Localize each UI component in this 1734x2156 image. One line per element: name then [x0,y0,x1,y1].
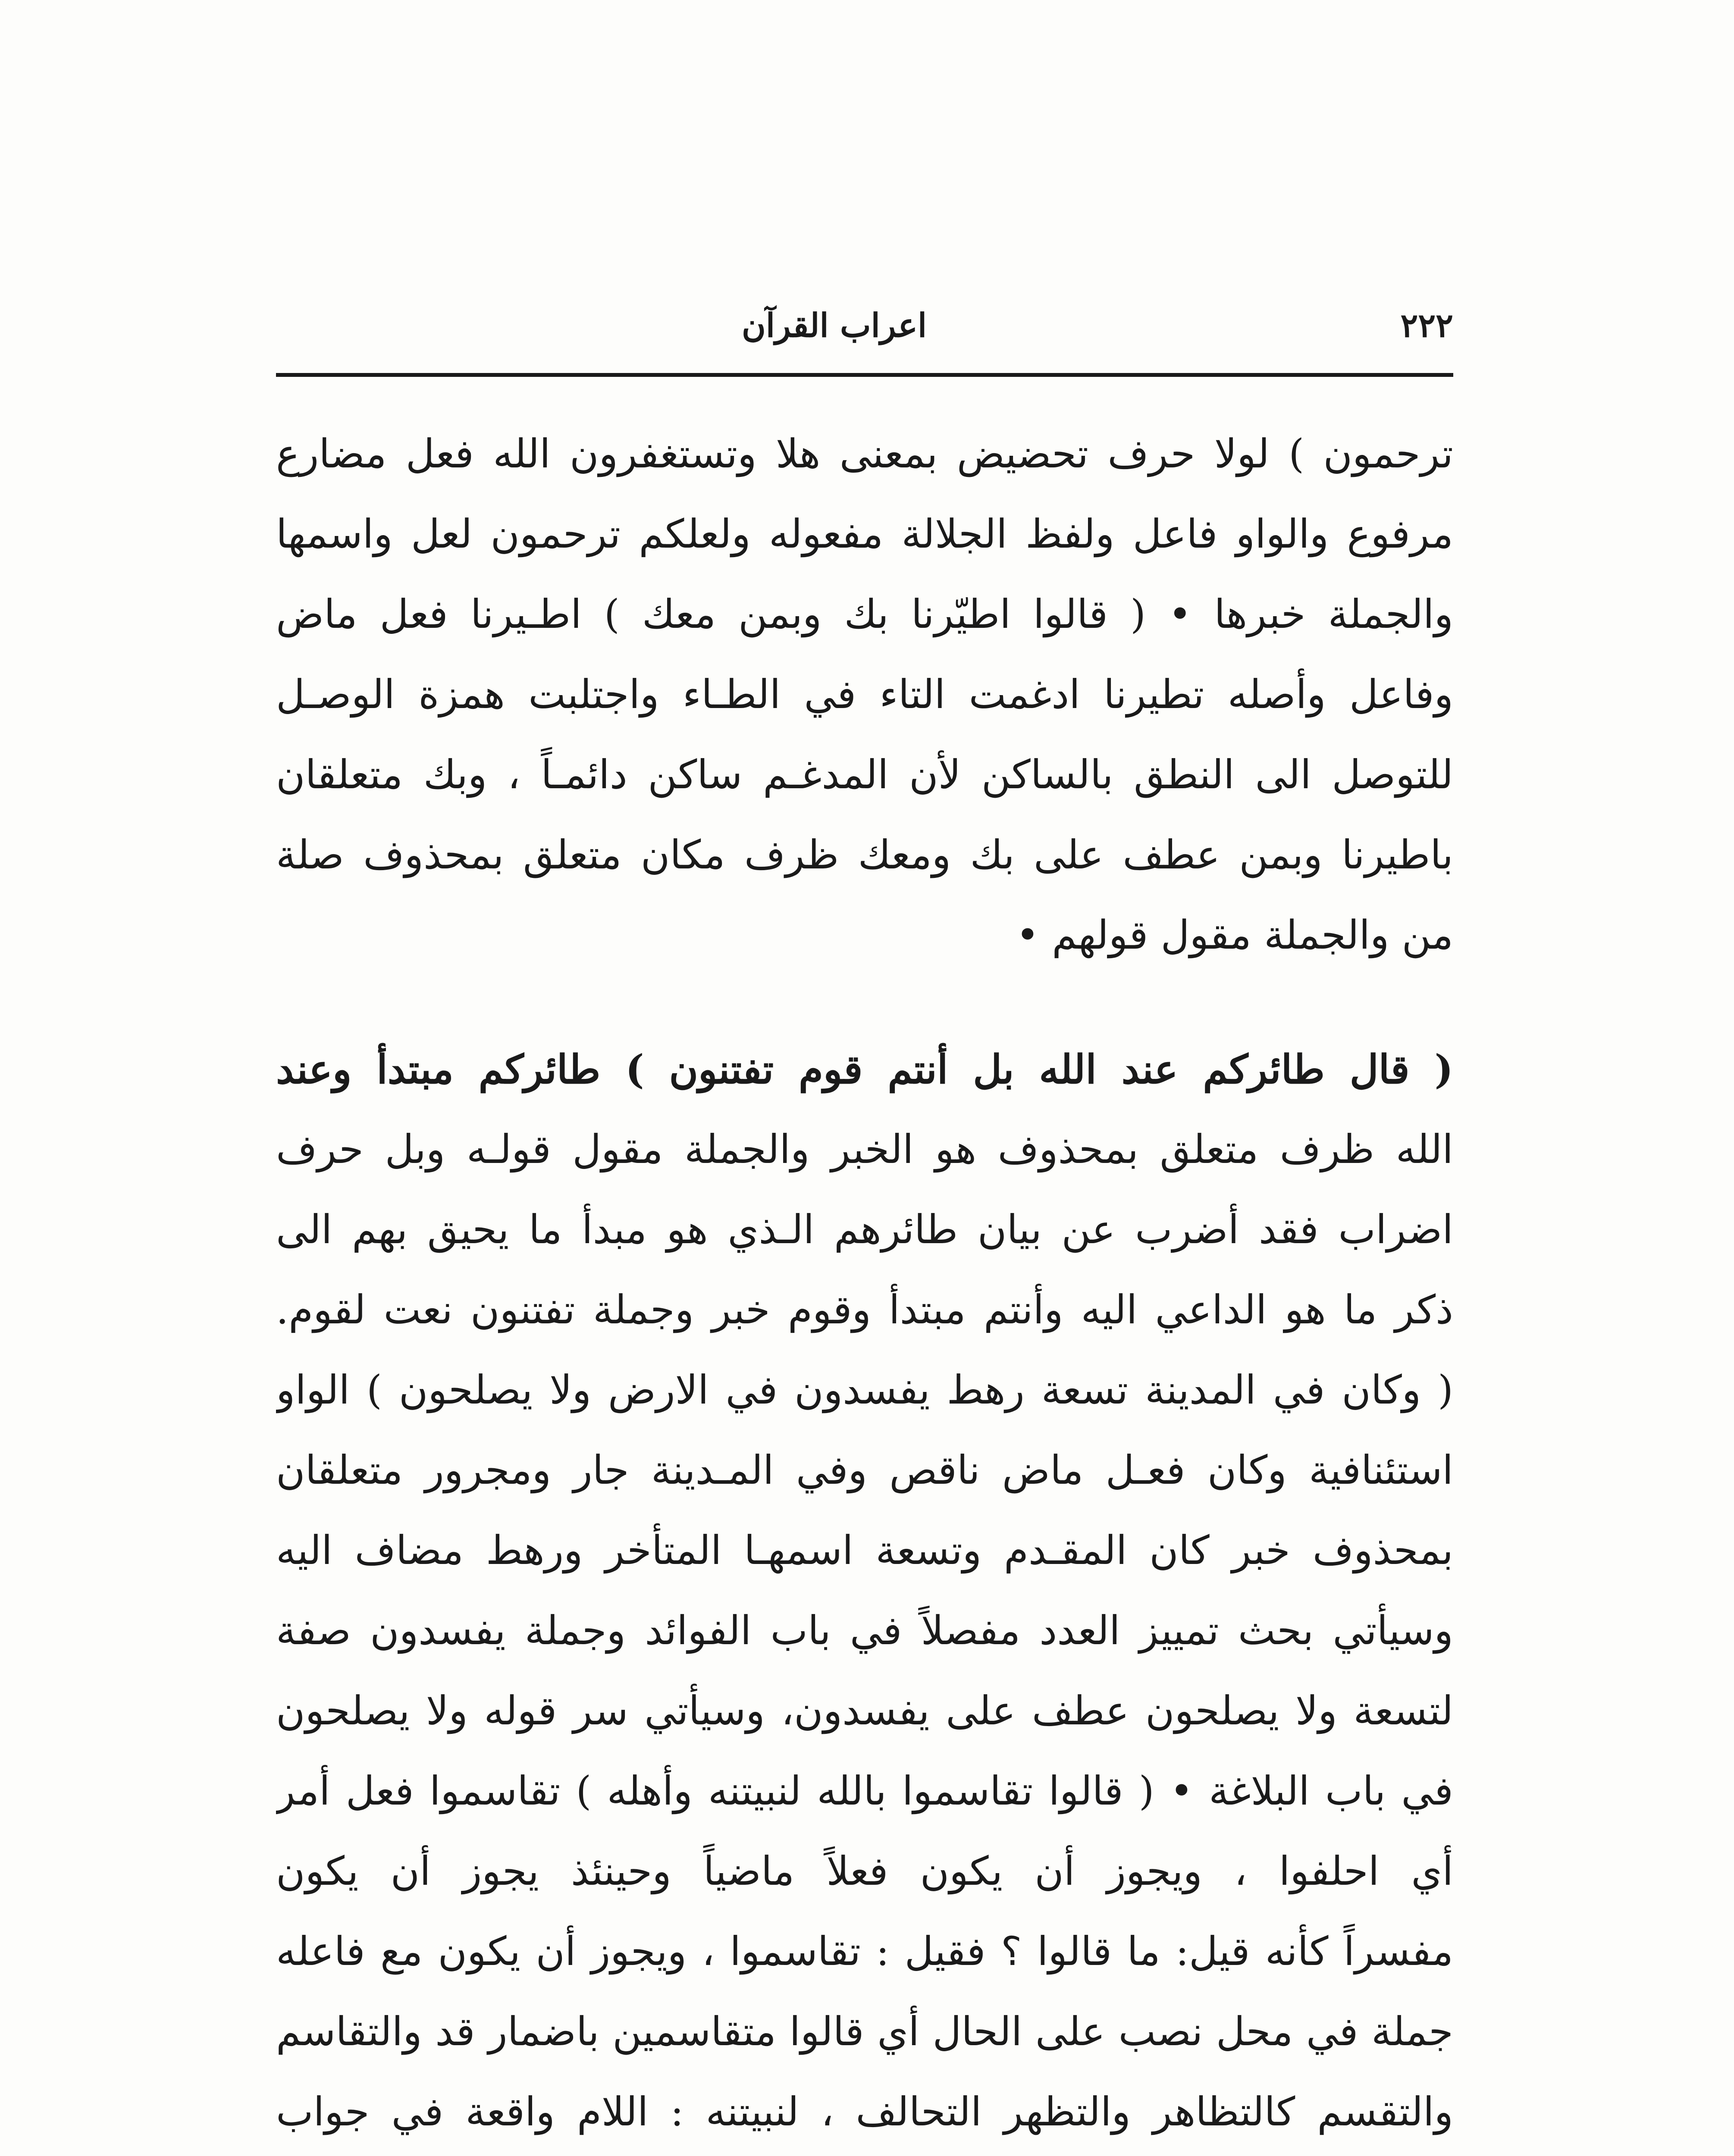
text-line [276,2152,1453,2156]
text-line: في باب البلاغة • ( قالوا تقاسموا بالله لنبيتنه وأهله ) تقاسموا فعل أمر [276,1768,1453,1814]
text-line: اضراب فقد أضرب عن بيان طائرهم الـذي هو مبدأ ما يحيق بهم الى [276,1206,1453,1253]
text-line: وفاعل وأصله تطيرنا ادغمت التاء في الطـاء واجتلبت همزة الوصـل [276,671,1453,718]
text-line: ( وكان في المدينة تسعة رهط يفسدون في الارض ولا يصلحون ) الواو [276,1367,1453,1413]
running-title: اعراب القرآن [742,306,927,345]
header-divider [276,373,1453,377]
text-line: مفسراً كأنه قيل: ما قالوا ؟ فقيل : تقاسموا ، ويجوز أن يكون مع فاعله [276,1928,1453,1974]
text-line: استئنافية وكان فعـل ماض ناقص وفي المـدينة جار ومجرور متعلقان [276,1447,1453,1493]
text-line: ترحمون ) لولا حرف تحضيض بمعنى هلا وتستغفرون الله فعل مضارع [276,431,1453,477]
text-line: مرفوع والواو فاعل ولفظ الجلالة مفعوله ولعلكم ترحمون لعل واسمها [276,511,1453,557]
text-line: جملة في محل نصب على الحال أي قالوا متقاسمين باضمار قد والتقاسم [276,2009,1453,2055]
text-line: وسيأتي بحث تمييز العدد مفصلاً في باب الفوائد وجملة يفسدون صفة [276,1608,1453,1654]
text-line: بمحذوف خبر كان المقـدم وتسعة اسمهـا المتأخر ورهط مضاف اليه [276,1527,1453,1573]
text-line: ( قال طائركم عند الله بل أنتم قوم تفتنون ) طائركم مبتدأ وعند [276,1046,1453,1093]
page-number: ٢٢٢ [1400,306,1453,345]
paragraph-2 [276,1029,1453,2156]
text-line: لتسعة ولا يصلحون عطف على يفسدون، وسيأتي سر قوله ولا يصلحون [276,1688,1453,1734]
text-line: من والجملة مقول قولهم • [1016,912,1453,958]
text-line: والتقسم كالتظاهر والتظهر التحالف ، لنبيتنه : اللام واقعة في جواب [276,2089,1453,2135]
text-line: باطيرنا وبمن عطف على بك ومعك ظرف مكان متعلق بمحذوف صلة [276,832,1453,878]
text-line: ذكر ما هو الداعي اليه وأنتم مبتدأ وقوم خبر وجملة تفتنون نعت لقوم. [276,1287,1453,1333]
page-header [276,298,1453,362]
text-line: والجملة خبرها • ( قالوا اطيّرنا بك وبمن معك ) اطـيرنا فعل ماض [276,591,1453,637]
text-line: للتوصل الى النطق بالساكن لأن المدغـم ساكن دائمـاً ، وبك متعلقان [276,752,1453,798]
body-text [276,414,1453,2156]
paragraph-gap [276,975,1453,1029]
paragraph-1 [276,414,1453,975]
text-line: الله ظرف متعلق بمحذوف هو الخبر والجملة مقول قولـه وبل حرف [276,1126,1453,1172]
text-line: أي احلفوا ، ويجوز أن يكون فعلاً ماضياً وحينئذ يجوز أن يكون [276,1848,1453,1894]
